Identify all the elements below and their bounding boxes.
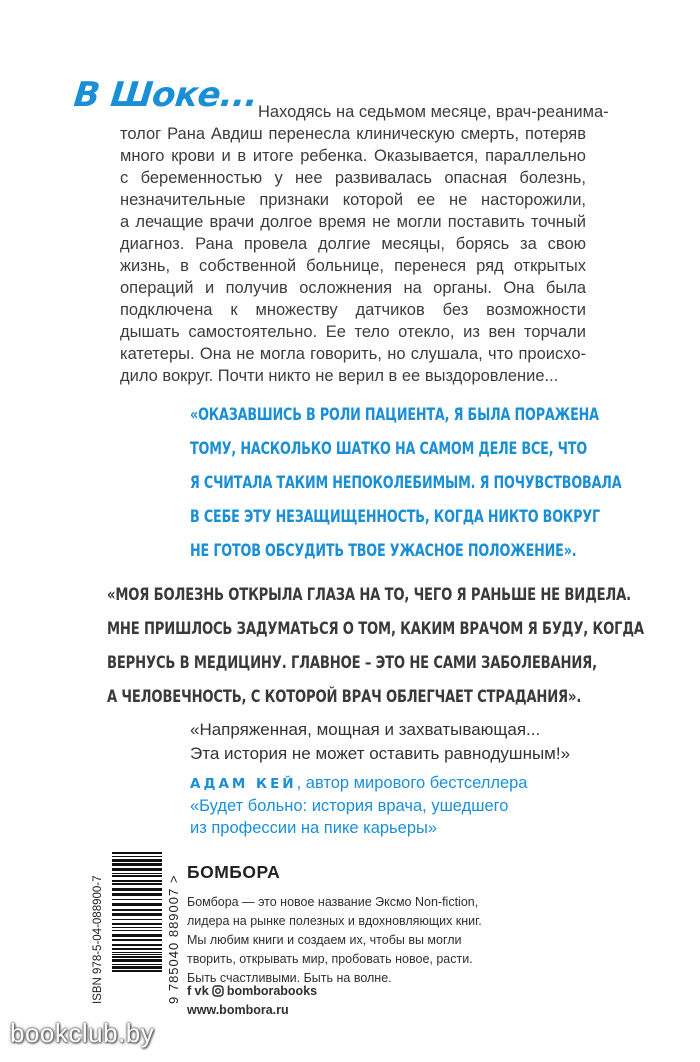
quote-line: «ОКАЗАВШИСЬ В РОЛИ ПАЦИЕНТА, Я БЫЛА ПОРАЖЕНА [190, 405, 599, 424]
intro-line: жизнь, в собственной больнице, перенеся ряд открытых [120, 257, 586, 275]
review-author [190, 772, 527, 839]
intro-line: незначительные признаки которой ее не насторожили, [120, 191, 586, 209]
quote-line: НЕ ГОТОВ ОБСУДИТЬ ТВОЕ УЖАСНОЕ ПОЛОЖЕНИЕ». [190, 541, 577, 560]
barcode-bar [112, 923, 162, 925]
quote-line: «МОЯ БОЛЕЗНЬ ОТКРЫЛА ГЛАЗА НА ТО, ЧЕГО Я РАНЬШЕ НЕ ВИДЕЛА. [107, 585, 632, 605]
publisher-line: Бомбора — это новое название Эксмо Non-fiction, [187, 895, 479, 909]
intro-line: диагноз. Рана провела долгие месяцы, борясь за свою [120, 235, 586, 253]
watermark: bookclub.by [10, 1018, 155, 1048]
social-handle[interactable]: bomborabooks [226, 983, 318, 998]
intro-line: подключена к множеству датчиков без возможности [120, 301, 586, 319]
barcode-bar [112, 964, 162, 965]
quote-line: В СЕБЕ ЭТУ НЕЗАЩИЩЕННОСТЬ, КОГДА НИКТО ВОКРУГ [190, 507, 600, 526]
intro-line: дышать самостоятельно. Ее тело отекло, из вен торчали [120, 323, 586, 341]
barcode-bar [112, 952, 162, 953]
lead-phrase: В Шоке... [71, 75, 260, 115]
instagram-icon[interactable] [212, 985, 224, 997]
publisher-description [187, 893, 482, 988]
barcode-bar [112, 927, 162, 928]
barcode-bar [112, 903, 162, 906]
isbn-label: ISBN 978-5-04-088900-7 [92, 875, 104, 1004]
author-line: «Будет больно: история врача, ушедшего [190, 797, 509, 815]
barcode-bar [112, 970, 162, 972]
quote-line: А ЧЕЛОВЕЧНОСТЬ, С КОТОРОЙ ВРАЧ ОБЛЕГЧАЕТ СТРАДАНИЯ». [107, 687, 582, 707]
intro-line: операций и получив осложнения на органы. Она была [120, 279, 586, 297]
quote-line: Я СЧИТАЛА ТАКИМ НЕПОКОЛЕБИМЫМ. Я ПОЧУВСТВОВАЛА [190, 473, 622, 492]
intro-line: много крови и в итоге ребенка. Оказывается, параллельно [120, 147, 586, 165]
review-line: Эта история не может оставить равнодушным!» [190, 744, 571, 763]
barcode-bar [112, 948, 162, 950]
barcode-bar [112, 913, 162, 916]
intro-line: толог Рана Авдиш перенесла клиническую смерть, потеряв [120, 125, 586, 143]
barcode [112, 850, 162, 1006]
blue-quote [190, 398, 692, 568]
barcode-bar [112, 888, 162, 891]
barcode-bar [112, 863, 162, 866]
barcode-bar [112, 873, 162, 874]
vk-icon[interactable]: vk [194, 983, 209, 998]
social-links[interactable] [187, 983, 317, 998]
barcode-bar [112, 875, 162, 877]
review-line: «Напряженная, мощная и захватывающая... [190, 720, 541, 739]
barcode-bar [112, 966, 162, 969]
f-icon[interactable]: f [187, 983, 192, 998]
intro-line: а лечащие врачи долгое время не могли поставить точный [120, 213, 586, 231]
barcode-bar [112, 939, 162, 941]
author-line [190, 772, 527, 795]
author-line: из профессии на пике карьеры» [190, 819, 438, 837]
author-name: АДАМ КЕЙ [190, 776, 297, 792]
barcode-bar [112, 944, 162, 946]
barcode-bar [112, 852, 162, 854]
publisher-name: БОМБОРА [187, 862, 281, 882]
intro-line: с беременностью у нее развивалась опасная болезнь, [120, 169, 586, 187]
publisher-line: творить, открывать мир, пробовать новое, расти. [187, 952, 473, 966]
barcode-bar [112, 919, 162, 920]
barcode-bar [112, 893, 162, 896]
barcode-bar [112, 954, 162, 955]
publisher-line: Мы любим книги и создаем их, чтобы вы могли [187, 933, 462, 947]
website-link[interactable]: www.bombora.ru [187, 1003, 289, 1017]
intro-line: катетеры. Она не могла говорить, но слушала, что происхо- [120, 345, 586, 363]
barcode-bar [112, 930, 162, 931]
barcode-bar [112, 868, 162, 871]
review-quote [190, 718, 570, 766]
quote-line: ТОМУ, НАСКОЛЬКО ШАТКО НА САМОМ ДЕЛЕ ВСЕ, ЧТО [190, 439, 588, 458]
intro-line: Находясь на седьмом месяце, врач-реанима- [258, 103, 609, 121]
quote-line: ВЕРНУСЬ В МЕДИЦИНУ. ГЛАВНОЕ – ЭТО НЕ САМИ ЗАБОЛЕВАНИЯ, [107, 653, 597, 673]
barcode-bar [112, 909, 162, 911]
intro-line: дило вокруг. Почти никто не верил в ее выздоровление... [120, 367, 559, 385]
barcode-bar [112, 959, 162, 962]
barcode-bar [112, 899, 162, 900]
barcode-bar [112, 934, 162, 937]
quote-line: МНЕ ПРИШЛОСЬ ЗАДУМАТЬСЯ О ТОМ, КАКИМ ВРАЧОМ Я БУДУ, КОГДА [107, 619, 644, 639]
barcode-digits: 9 785040 889007 > [166, 874, 181, 1004]
dark-quote [107, 578, 700, 714]
barcode-bar [112, 880, 162, 882]
author-role: , автор мирового бестселлера [296, 774, 528, 792]
barcode-bar [112, 956, 162, 958]
barcode-bar [112, 859, 162, 862]
barcode-bar [112, 883, 162, 885]
barcode-bar [112, 856, 162, 857]
publisher-line: Быть счастливыми. Быть на волне. [187, 971, 392, 985]
publisher-line: лидера на рынке полезных и вдохновляющих книг. [187, 914, 482, 928]
